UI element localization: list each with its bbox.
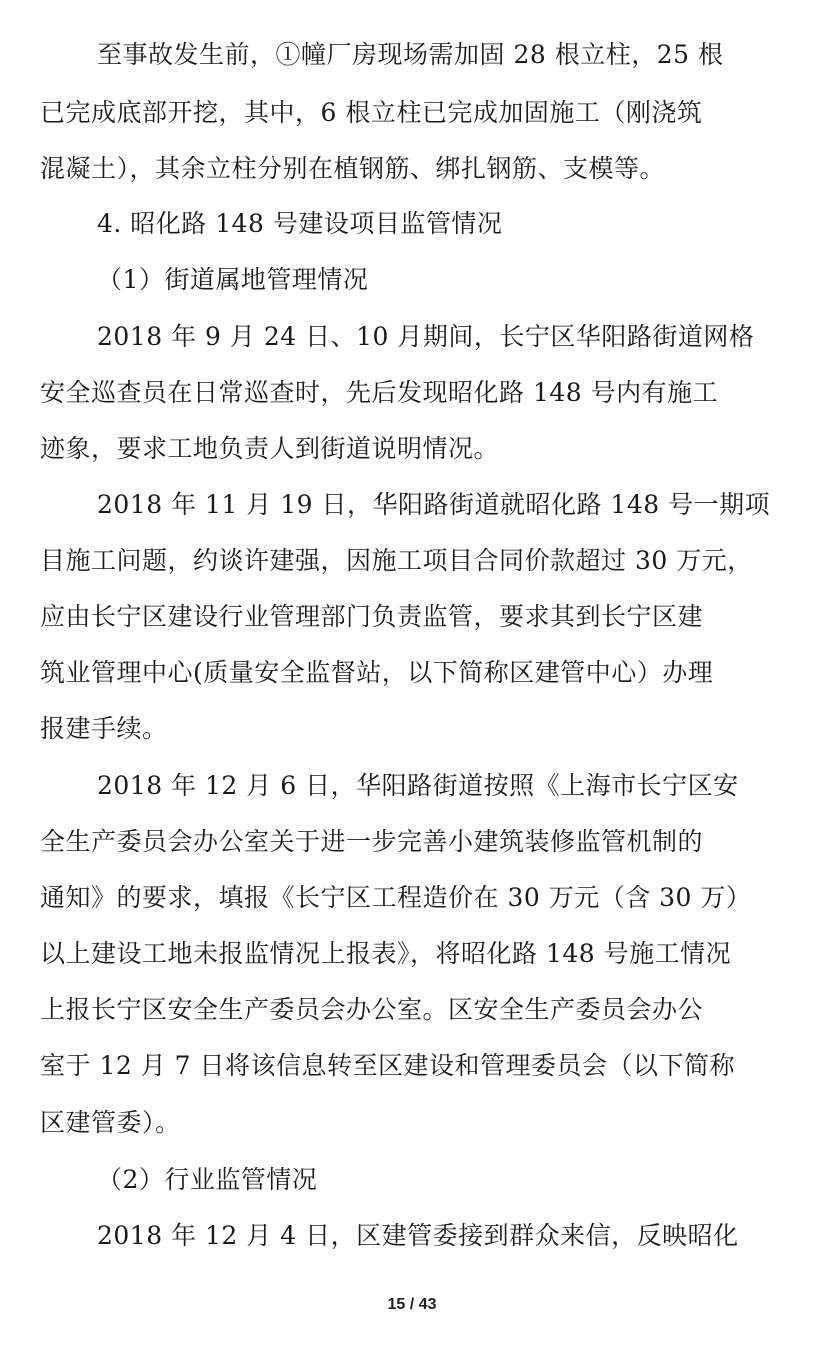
text-line: 以上建设工地未报监情况上报表》，将昭化路 148 号施工情况 <box>40 939 732 968</box>
text-line: 室于 12 月 7 日将该信息转至区建设和管理委员会（以下简称 <box>40 1051 736 1080</box>
text-line: 已完成底部开挖，其中，6 根立柱已完成加固施工（刚浇筑 <box>40 98 703 127</box>
section-heading: 4. 昭化路 148 号建设项目监管情况 <box>97 209 503 238</box>
subsection-heading: （2）行业监管情况 <box>97 1165 318 1194</box>
text-line: 迹象，要求工地负责人到街道说明情况。 <box>40 434 500 463</box>
text-line: 2018 年 12 月 6 日，华阳路街道按照《上海市长宁区安 <box>97 771 739 800</box>
text-line: 至事故发生前，①幢厂房现场需加固 28 根立柱，25 根 <box>97 40 724 69</box>
text-line: 区建管委）。 <box>40 1108 181 1137</box>
text-line: 2018 年 11 月 19 日，华阳路街道就昭化路 148 号一期项 <box>97 490 771 519</box>
text-line: 通知》的要求，填报《长宁区工程造价在 30 万元（含 30 万） <box>40 883 752 912</box>
text-line: 应由长宁区建设行业管理部门负责监管，要求其到长宁区建 <box>40 602 704 631</box>
text-line: 上报长宁区安全生产委员会办公室。区安全生产委员会办公 <box>40 995 704 1024</box>
text-line: 2018 年 9 月 24 日、10 月期间，长宁区华阳路街道网格 <box>97 322 755 351</box>
page-number: 15 / 43 <box>387 1296 437 1313</box>
text-line: 目施工问题，约谈许建强，因施工项目合同价款超过 30 万元， <box>40 546 753 575</box>
text-line: 全生产委员会办公室关于进一步完善小建筑装修监管机制的 <box>40 827 704 856</box>
text-line: 2018 年 12 月 4 日，区建管委接到群众来信，反映昭化 <box>97 1221 739 1250</box>
subsection-heading: （1）街道属地管理情况 <box>97 265 369 294</box>
text-line: 筑业管理中心(质量安全监督站，以下简称区建管中心）办理 <box>40 658 714 687</box>
text-line: 安全巡查员在日常巡查时，先后发现昭化路 148 号内有施工 <box>40 378 719 407</box>
text-line: 混凝土），其余立柱分别在植钢筋、绑扎钢筋、支模等。 <box>40 154 666 183</box>
text-line: 报建手续。 <box>40 714 168 743</box>
